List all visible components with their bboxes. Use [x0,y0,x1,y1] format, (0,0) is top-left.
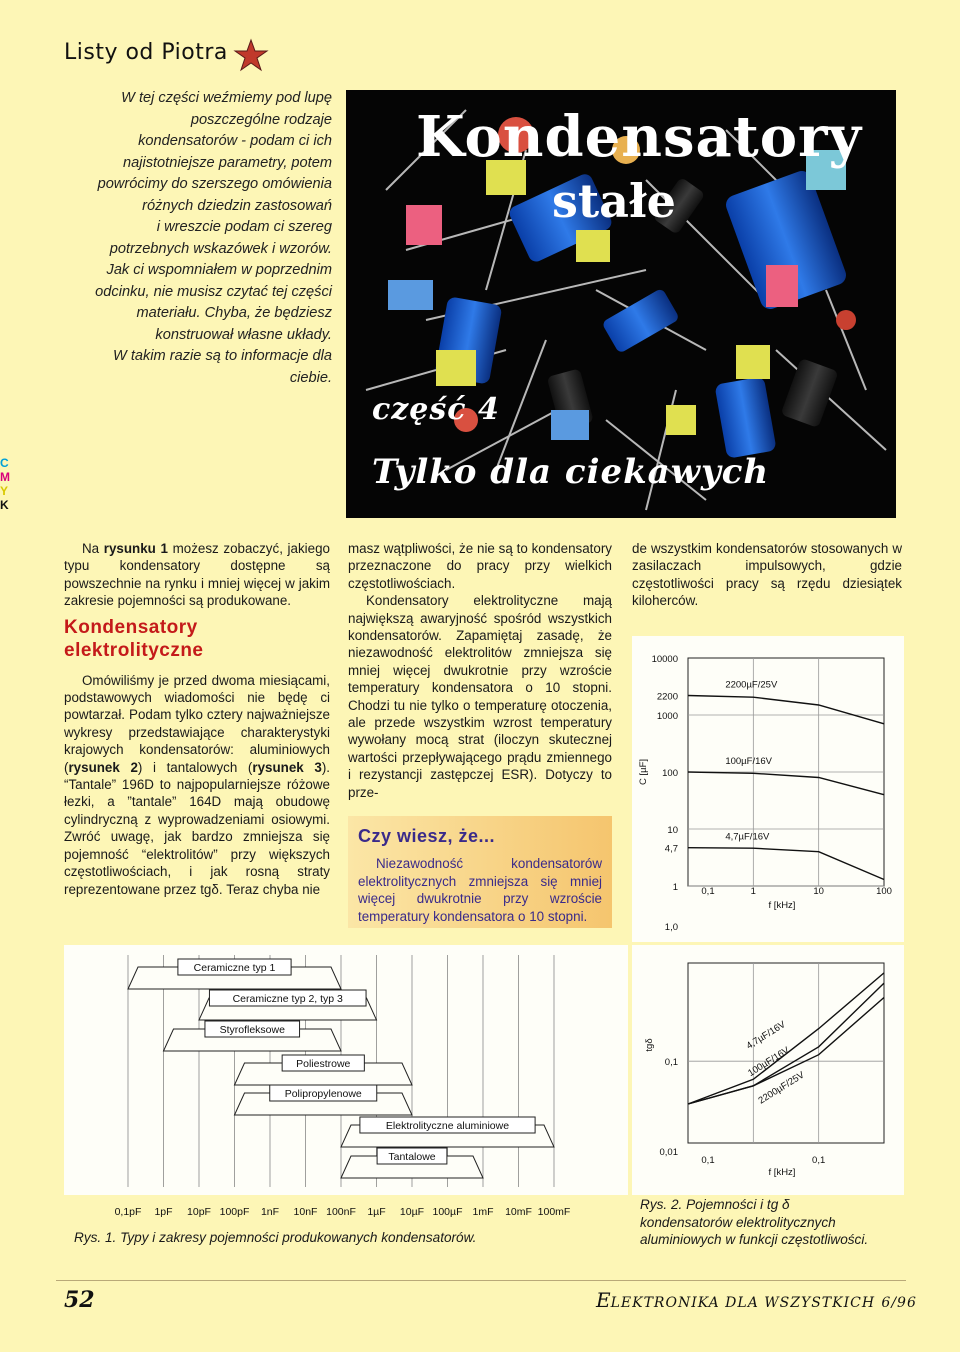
did-you-know-text: Niezawodność kondensatorów elektrolitycznych zmniejsza się mniej więcej dwukrotnie przy wzroście temperatury kondensatora o 10 stopni. [358,856,602,924]
x-tick-label: 0,1 [701,1155,715,1166]
article-column-1 [64,540,330,898]
y-tick-label: 1,0 [664,922,678,933]
series-label: 2200µF/25V [725,679,778,691]
x-tick-label: 0,1 [701,886,715,897]
y-tick-label: 1000 [656,711,678,722]
x-tick-label: 1 [750,886,756,897]
y-axis-label: tgδ [644,1038,655,1052]
page-number: 52 [64,1287,95,1313]
y-tick-label: 4,7 [664,843,678,855]
article-column-3 [632,540,902,610]
intro-line: odcinku, nie musisz czytać tej części [95,283,332,300]
series-line [688,772,884,795]
range-label: Ceramiczne typ 1 [193,962,276,974]
x-tick-label: 10 [813,886,824,897]
intro-line: kondensatorów - podam ci ich [138,133,332,149]
x-tick-label: 0,1pF [114,1206,142,1218]
intro-line: konstruował własne układy. [155,326,332,343]
section-header: Listy od Piotra [64,40,228,65]
range-label: Polipropylenowe [284,1088,362,1100]
intro-line: różnych dziedzin zastosowań [142,197,332,214]
range-label: Poliestrowe [296,1058,351,1070]
x-tick-label: 1nF [260,1206,280,1218]
paragraph: de wszystkim kondensatorów stosowanych w zasilaczach impulsowych, gdzie częstotliwości pracy są rzędu dziesiątek kiloherców. [632,541,902,609]
x-tick-label: 1mF [472,1206,494,1218]
tgdelta-frequency-chart [632,945,904,1195]
x-tick-label: 1µF [367,1206,386,1218]
cmyk-print-marks [0,456,10,512]
intro-line: Jak ci wspomniałem w poprzednim [106,262,332,278]
figure-reference: rysunek 3 [252,759,322,775]
intro-line: materiału. Chyba, że będziesz [136,305,332,321]
caption-line: aluminiowych w funkcji częstotliwości. [640,1232,869,1247]
hero-title: Kondensatory [416,104,863,170]
figure-2-tgdelta [632,945,904,1195]
intro-text [56,88,332,389]
hero-part-number: część 4 [372,392,500,427]
y-tick-label: 0,1 [664,1057,678,1069]
paragraph: Kondensatory elektrolityczne mają największą awaryjność spośród wszystkich kondensatorów. Zapamiętaj zasadę, że niezawodność elektrolitów zmniejsza się mniej więcej dwukrotnie przy wzroście temperatury kondensatora o 10 stopni. Chodzi tu nie tylko o temperaturę otoczenia, ale przede wszystkim wzrost temperatury wywołany mocą strat (iloczyn skutecznej wartości przepływającego prądu zmiennego i rezystancji zastępczej ESR). Dotyczy to prze- [348,593,612,800]
y-tick-label: 100 [662,768,678,779]
x-tick-label: 10nF [293,1206,318,1218]
caption-line: kondensatorów elektrolitycznych [640,1214,836,1230]
x-axis-label: f [kHz] [768,1167,796,1178]
intro-line: potrzebnych wskazówek i wzorów. [109,240,332,257]
intro-line: powrócimy do szerszego omówienia [97,176,332,192]
intro-line: W takim razie są to informacje dla [113,348,332,364]
footer-rule [56,1280,906,1281]
x-axis-label: f [kHz] [768,900,796,911]
intro-line: poszczególne rodzaje [190,111,332,128]
mark-k: K [0,498,9,512]
range-label: Ceramiczne typ 2, typ 3 [232,993,343,1005]
figure-1 [64,945,628,1218]
x-tick-label: 100nF [326,1206,356,1218]
figure-1-caption: Rys. 1. Typy i zakresy pojemności produkowanych kondensatorów. [74,1230,477,1245]
figure-2-capacitance [632,636,904,942]
mark-m: M [0,470,10,484]
figure-2-caption [640,1196,910,1249]
mark-y: Y [0,484,9,498]
paragraph: Omówiliśmy je przed dwoma miesiącami, podstawowych wiadomości nie będę ci powtarzał. Podam tylko cztery najważniejsze wykresy przedstawiające charakterystyki krajowych kondensatorów: aluminiowych (rysunek 2) i tantalowych (rysunek 3). “Tantale” 196D to najpopularniejsze różowe łezki, a ”tantale” 164D mają obudowę cylindryczną z wyprowadzeniami osiowymi. Zwróć uwagę, jak bardzo zmniejsza się pojemność “elektrolitów” przy większych częstotliwościach, i jak rosną straty reprezentowane przez tgδ. Teraz chyba nie [64,672,330,897]
y-tick-label: 10000 [651,654,678,665]
y-tick-label: 10 [667,825,678,836]
capacitance-frequency-chart [632,636,904,942]
x-tick-label: 0,1 [812,1155,826,1166]
magazine-initial: E [596,1288,611,1312]
x-tick-label: 100mF [537,1206,571,1218]
paragraph: masz wątpliwości, że nie są to kondensatory przeznaczone do pracy przy wielkich częstotliwościach. [348,541,612,591]
did-you-know-box [348,816,612,928]
series-label: 100µF/16V [725,756,773,767]
series-label: 4,7µF/16V [725,831,770,843]
x-tick-label: 100 [876,886,892,897]
issue-number: 6/96 [881,1295,917,1311]
mark-c: C [0,456,9,470]
hero-tagline: Tylko dla ciekawych [372,452,770,492]
series-line [688,848,884,880]
y-tick-label: 2200 [656,691,678,703]
x-tick-label: 100pF [219,1206,250,1218]
section-heading: Kondensatory elektrolityczne [64,616,204,661]
intro-line: najistotniejsze parametry, potem [122,154,332,171]
range-label: Styrofleksowe [219,1024,285,1036]
intro-line: W tej części weźmiemy pod lupę [121,90,332,106]
caption-line: Rys. 2. Pojemności i tg δ [640,1197,790,1212]
figure-reference: rysunek 2 [68,759,138,775]
series-label: 100µF/16V [746,1044,792,1080]
intro-line: ciebie. [289,369,332,386]
star-icon [234,38,268,72]
hero-subtitle: stałe [552,174,676,228]
x-tick-label: 100µF [432,1206,463,1218]
range-label: Elektrolityczne aluminiowe [385,1120,510,1132]
x-tick-label: 10mF [505,1206,532,1218]
range-label: Tantalowe [388,1151,436,1163]
did-you-know-title: Czy wiesz, że... [358,826,496,846]
series-line [688,696,884,724]
series-label: 4,7µF/16V [744,1019,788,1052]
intro-line: i wreszcie podam ci szereg [156,219,332,235]
magazine-title [596,1288,917,1312]
article-column-2 [348,540,612,801]
x-tick-label: 1pF [154,1206,173,1218]
figure-reference: rysunku 1 [103,541,168,556]
y-axis-label: C [µF] [638,758,649,786]
x-tick-label: 10pF [187,1206,211,1218]
y-tick-label: 0,01 [659,1147,678,1158]
magazine-name: LEKTRONIKA DLA WSZYSTKICH [610,1295,876,1311]
y-tick-label: 1 [672,882,678,893]
series-label: 2200µF/25V [756,1069,807,1107]
capacitance-range-chart [64,945,628,1218]
paragraph: Na rysunku 1 możesz zobaczyć, jakiego typu kondensatory dostępne są powszechnie na rynku i mniej więcej w jakim zakresie pojemności są produkowane. [64,541,330,609]
x-tick-label: 10µF [399,1206,425,1218]
